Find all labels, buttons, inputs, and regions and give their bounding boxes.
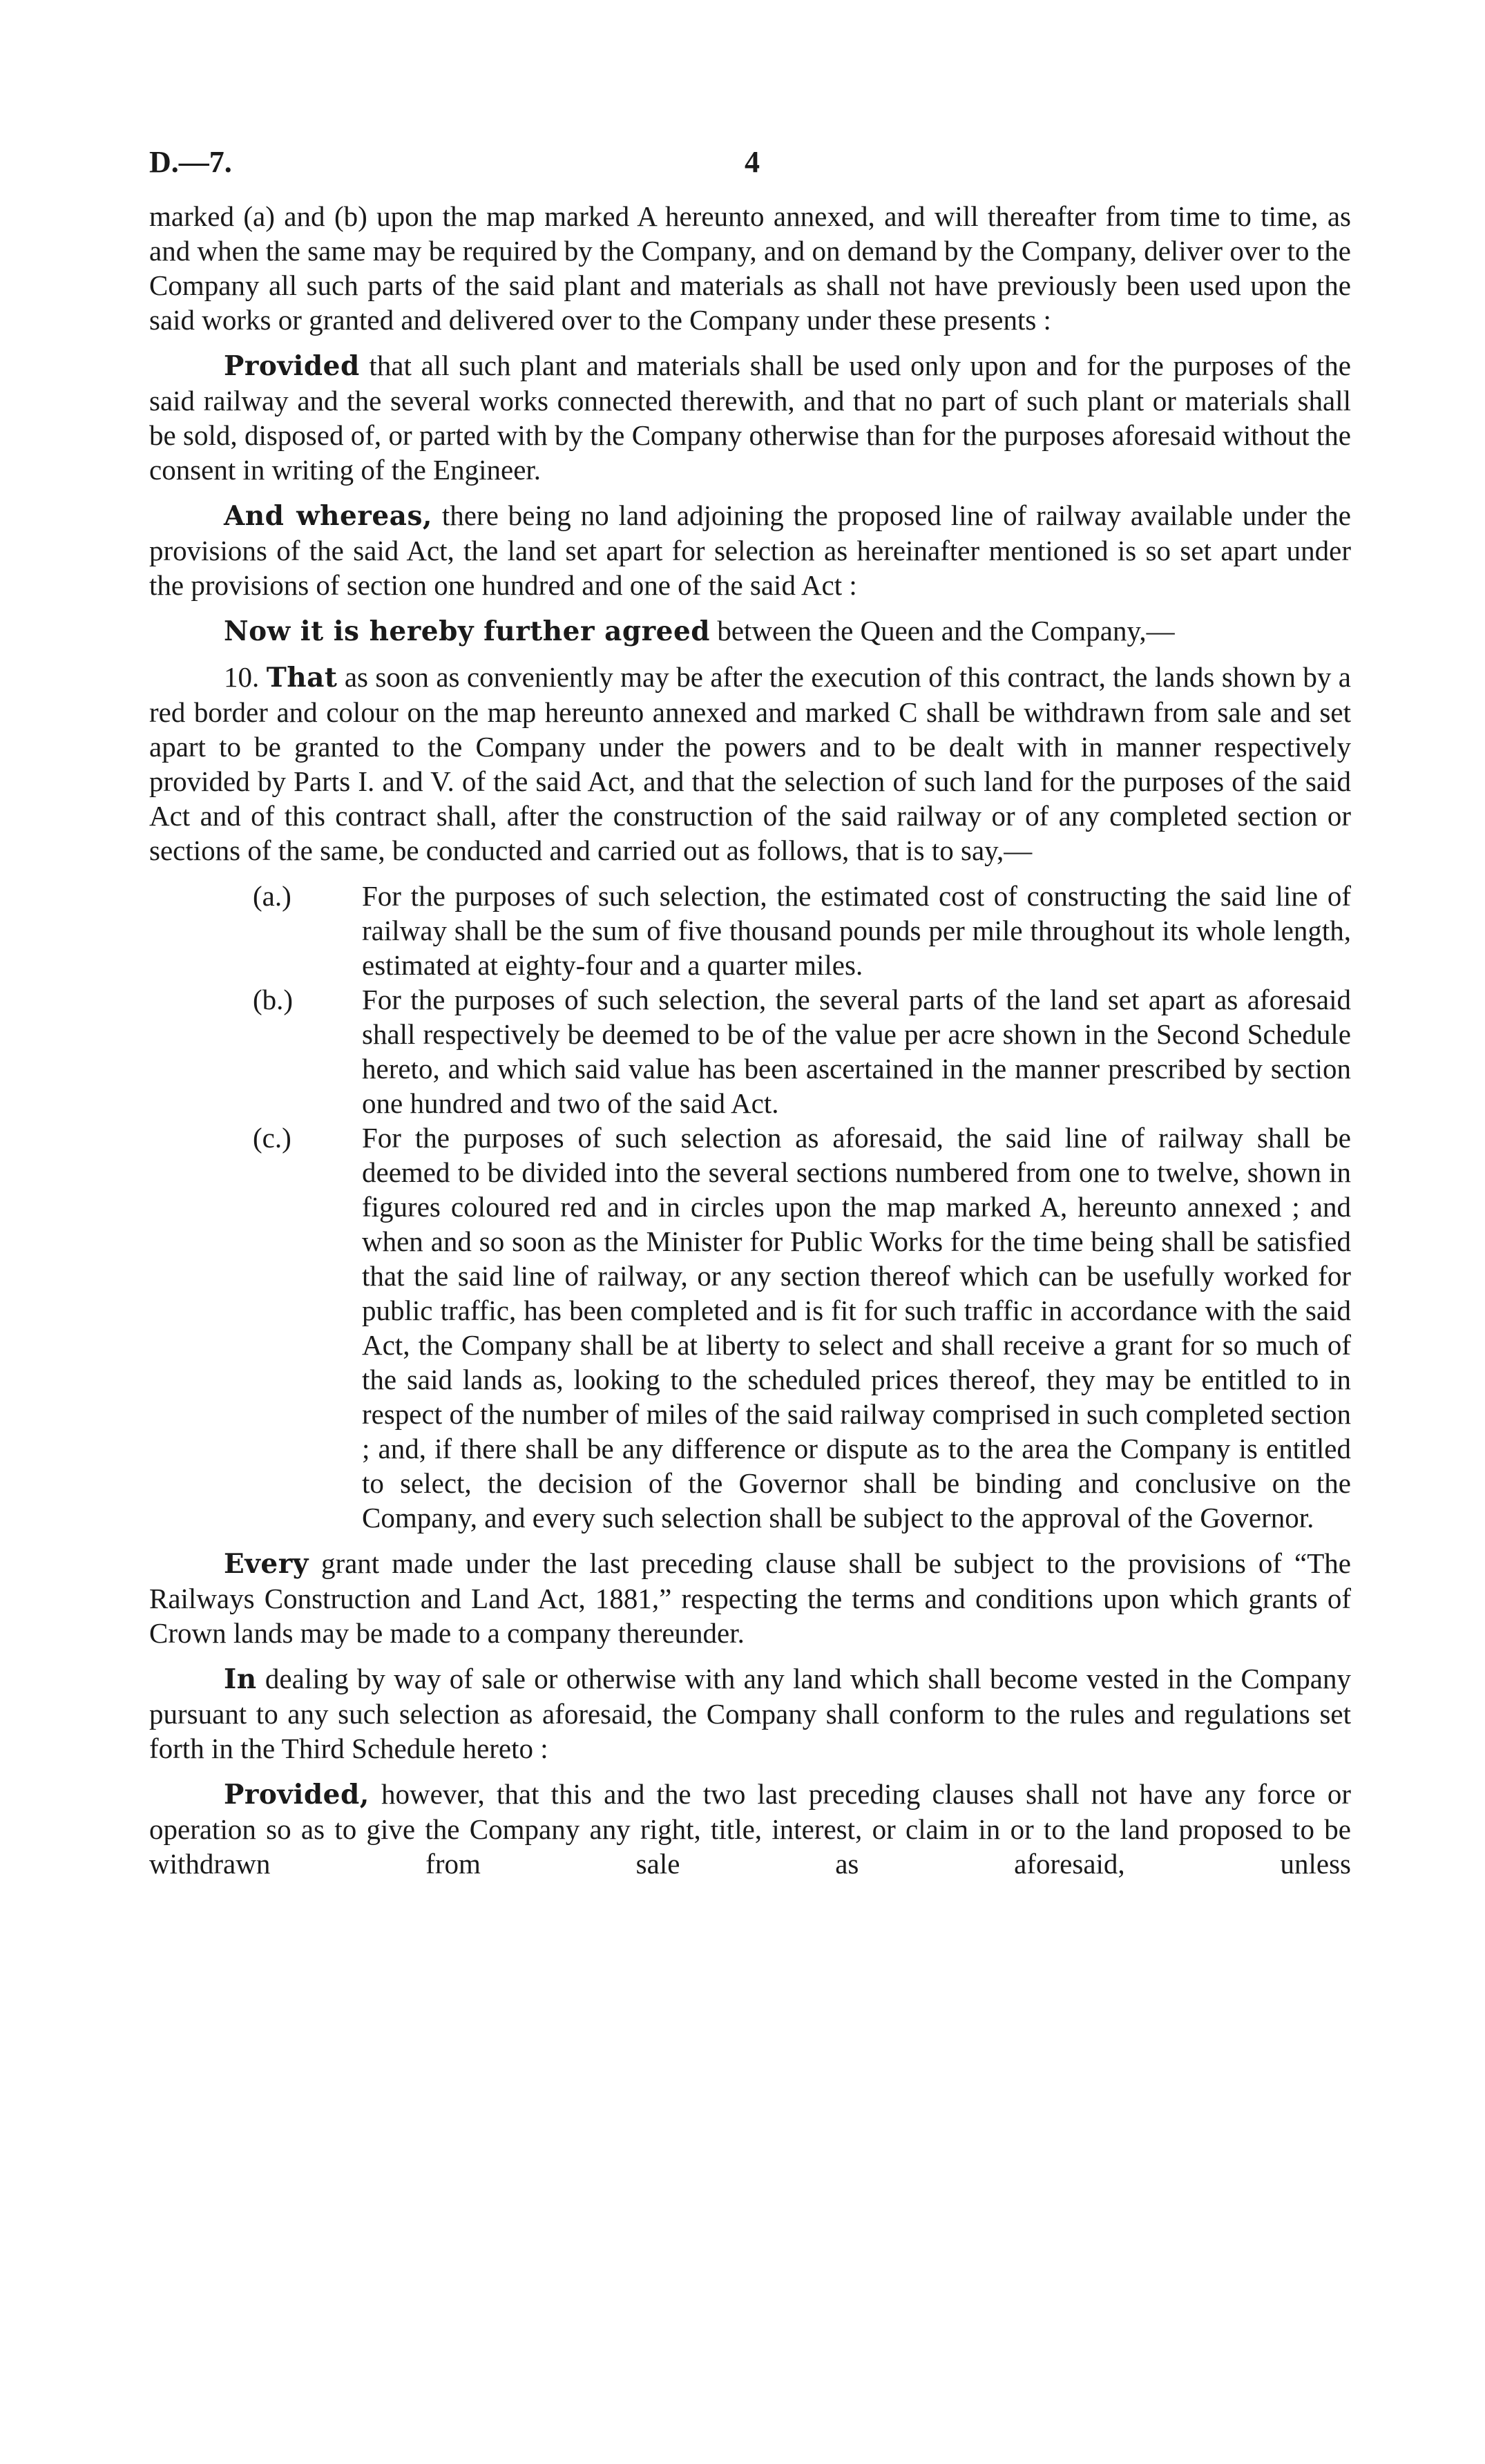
blackletter-lead: That <box>266 662 338 694</box>
paragraph-whereas <box>149 498 1351 602</box>
paragraph-text: grant made under the last preceding clause shall be subject to the provisions of “The Railways Construction and Land Act, 1881,” respecting the terms and conditions upon which grants of Crown lands may be made to a company thereunder. <box>149 1547 1351 1649</box>
paragraph-text: as soon as conveniently may be after the execution of this contract, the lands shown by a red border and colour on the map hereunto annexed and marked C shall be withdrawn from sale and set apart to be granted to the Company under the powers and to be dealt with in manner respectively provided by Parts I. and V. of the said Act, and that the selection of such land for the purposes of the said Act and of this contract shall, after the construction of the said railway or of any completed section or sections of the same, be conducted and carried out as follows, that is to say,— <box>149 661 1351 866</box>
paragraph-proviso-final <box>149 1777 1351 1881</box>
paragraph-text: however, that this and the two last preceding clauses shall not have any force or operation so as to give the Company any right, title, interest, or claim in or to the land proposed to be withdrawn from sale as aforesaid, unless <box>149 1778 1351 1880</box>
page-header <box>149 145 1351 193</box>
sub-clause-b <box>149 982 1351 1120</box>
clause-number: 10. <box>224 661 260 693</box>
sub-clause-text: For the purposes of such selection, the estimated cost of constructing the said line of railway shall be the sum of five thousand pounds per mile throughout its whole length, estimated at eighty-four and a quarter miles. <box>362 880 1351 981</box>
blackletter-lead: Provided, <box>224 1779 370 1811</box>
sub-clause-text: For the purposes of such selection as aforesaid, the said line of railway shall be deemed to be divided into the several sections numbered from one to twelve, shown in figures coloured red and in circles upon the map marked A, hereunto annexed ; and when and so soon as the Minister for Public Works for the time being shall be satisfied that the said line of railway, or any section thereof which can be usefully worked for public traffic, has been completed and is fit for such traffic in accordance with the said Act, the Company shall be at liberty to select and shall receive a grant for so much of the said lands as, looking to the scheduled prices thereof, they may be entitled to in respect of the number of miles of the said railway comprised in such completed section ; and, if there shall be any difference or dispute as to the area the Company is entitled to select, the decision of the Governor shall be binding and conclusive on the Company, and every such selection shall be subject to the approval of the Governor. <box>362 1122 1351 1534</box>
blackletter-lead: Every <box>224 1548 309 1580</box>
paragraph-dealing <box>149 1661 1351 1766</box>
sub-clause-a <box>149 879 1351 982</box>
blackletter-lead: Provided <box>224 350 360 382</box>
paragraph-continuation: marked (a) and (b) upon the map marked A hereunto annexed, and will thereafter from time to time, as and when the same may be required by the Company, and on demand by the Company, deliver over to the Company all such parts of the said plant and materials as shall not have previously been used upon the said works or granted and delivered over to the Company under these presents : <box>149 200 1351 336</box>
page-number: 4 <box>745 145 760 179</box>
document-page <box>149 145 1351 1892</box>
paragraph-agreement <box>149 613 1351 649</box>
sub-clause-c <box>149 1120 1351 1535</box>
document-reference: D.—7. <box>149 145 232 179</box>
paragraph-text: dealing by way of sale or otherwise with any land which shall become vested in the Company pursuant to any such selection as aforesaid, the Company shall conform to the rules and regulations set forth in the Third Schedule hereto : <box>149 1663 1351 1764</box>
paragraph-text: between the Queen and the Company,— <box>710 615 1175 647</box>
sub-clause-list <box>149 879 1351 1535</box>
paragraph-proviso <box>149 348 1351 487</box>
sub-clause-text: For the purposes of such selection, the several parts of the land set apart as aforesaid shall respectively be deemed to be of the value per acre shown in the Second Schedule hereto, and which said value has been ascertained in the manner prescribed by section one hundred and two of the said Act. <box>362 984 1351 1119</box>
sub-clause-mark: (a.) <box>253 880 291 912</box>
blackletter-lead: And whereas, <box>224 500 432 532</box>
sub-clause-mark: (b.) <box>253 984 294 1015</box>
blackletter-lead: In <box>224 1663 257 1695</box>
sub-clause-mark: (c.) <box>253 1122 291 1154</box>
paragraph-text: that all such plant and materials shall be used only upon and for the purposes of the said railway and the several works connected therewith, and that no part of such plant or materials shall be sold, disposed of, or parted with by the Company otherwise than for the purposes aforesaid without the consent in writing of the Engineer. <box>149 350 1351 486</box>
clause-10 <box>149 660 1351 868</box>
paragraph-every-grant <box>149 1546 1351 1650</box>
blackletter-lead: Now it is hereby further agreed <box>224 615 711 647</box>
paragraph-text: there being no land adjoining the proposed line of railway available under the provisions of the said Act, the land set apart for selection as hereinafter mentioned is so set apart under the provisions of section one hundred and one of the said Act : <box>149 499 1351 601</box>
